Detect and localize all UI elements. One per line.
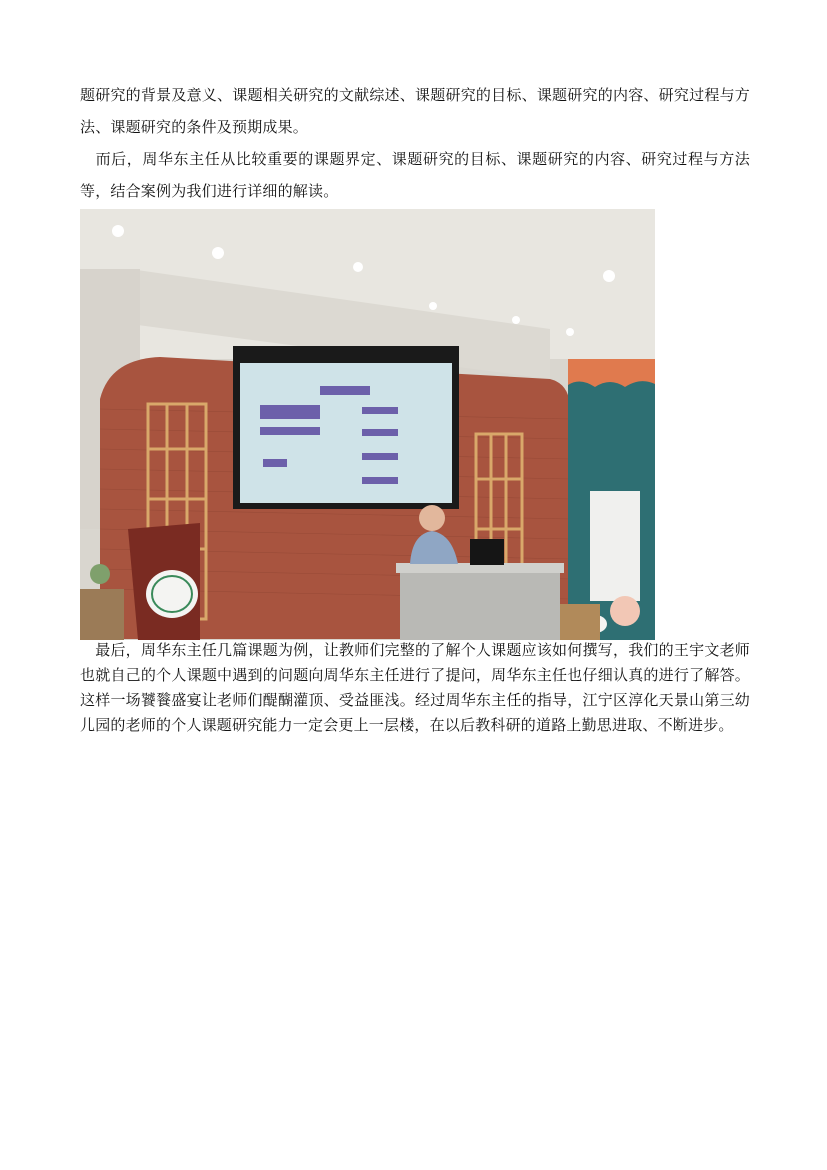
- lecture-photo: [80, 209, 655, 640]
- paragraph-interpretation: 而后，周华东主任从比较重要的课题界定、课题研究的目标、课题研究的内容、研究过程与方法等，结合案例为我们进行详细的解读。: [80, 150, 750, 200]
- paragraph-background: 题研究的背景及意义、课题相关研究的文献综述、课题研究的目标、课题研究的内容、研究过程与方法、课题研究的条件及预期成果。: [80, 86, 750, 136]
- paragraph-conclusion: 最后，周华东主任几篇课题为例，让教师们完整的了解个人课题应该如何撰写，我们的王宇文老师也就自己的个人课题中遇到的问题向周华东主任进行了提问，周华东主任也仔细认真的进行了解答。这样一场饕餮盛宴让老师们醍醐灌顶、受益匪浅。经过周华东主任的指导，江宁区淳化天景山第三幼儿园的老师的个人课题研究能力一定会更上一层楼，在以后教科研的道路上勤思进取、不断进步。: [80, 641, 750, 734]
